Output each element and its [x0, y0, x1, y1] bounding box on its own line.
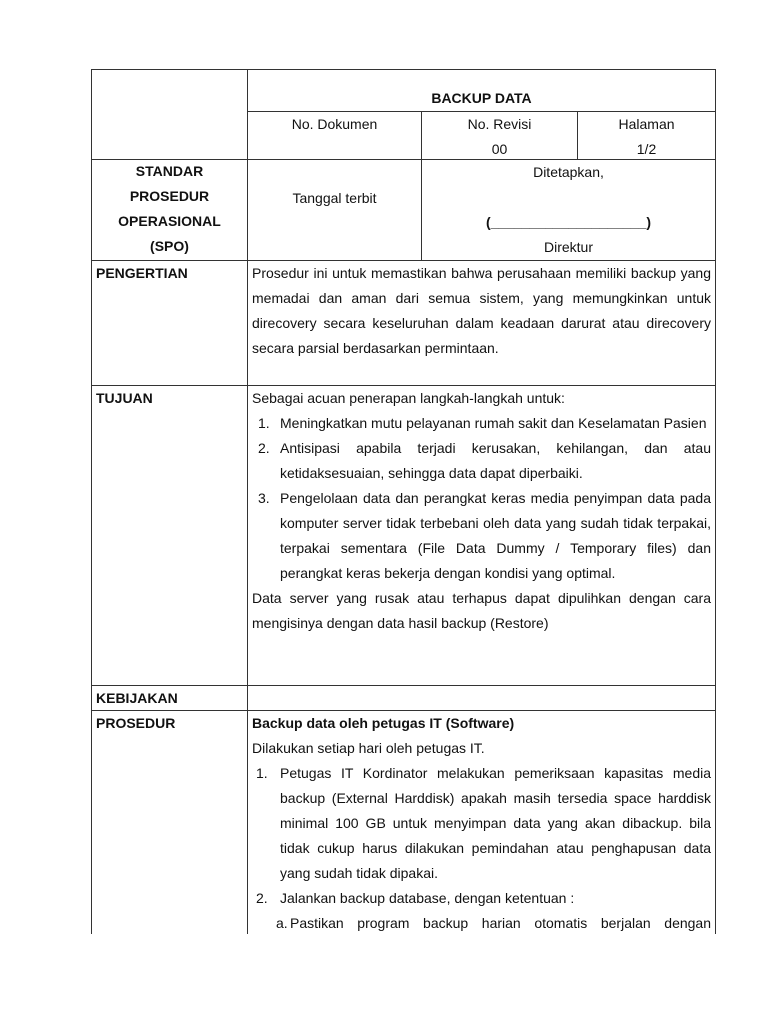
spo-line-3: OPERASIONAL	[118, 213, 221, 229]
pengertian-content	[247, 261, 715, 385]
list-number: 1.	[258, 415, 270, 431]
row-pengertian	[92, 260, 715, 385]
prosedur-content	[247, 711, 715, 934]
pengertian-text: Prosedur ini untuk memastikan bahwa perusahaan memiliki backup yang memadai dan aman dari semua sistem, yang memungkinkan untuk direcovery secara keseluruhan dalam keadaan darurat atau direcovery secara parsial berdasarkan permintaan.	[252, 265, 711, 356]
ditetapkan-label: Ditetapkan,	[533, 164, 604, 180]
document-header	[92, 70, 715, 260]
row-prosedur	[92, 710, 715, 934]
spo-line-1: STANDAR	[135, 163, 204, 179]
direktur-label: Direktur	[543, 239, 593, 255]
kebijakan-content	[247, 686, 715, 710]
ditetapkan-cell	[421, 159, 715, 260]
halaman-cell	[577, 111, 715, 159]
tujuan-closing: Data server yang rusak atau terhapus dapat dipulihkan dengan cara mengisinya dengan data hasil backup (Restore)	[252, 590, 711, 631]
spo-line-2: PROSEDUR	[129, 188, 210, 204]
list-text: Antisipasi apabila terjadi kerusakan, kehilangan, dan atau ketidaksesuaian, sehingga data dapat diperbaiki.	[280, 440, 711, 481]
halaman-label: Halaman	[618, 116, 675, 132]
prosedur-intro: Dilakukan setiap hari oleh petugas IT.	[252, 740, 485, 756]
list-item	[252, 486, 711, 586]
list-text: Jalankan backup database, dengan ketentuan :	[280, 890, 575, 906]
list-number: 2.	[258, 440, 270, 456]
spo-divider	[92, 159, 247, 160]
prosedur-label: PROSEDUR	[96, 715, 176, 731]
list-number: 1.	[256, 765, 268, 781]
tujuan-intro: Sebagai acuan penerapan langkah-langkah untuk:	[252, 390, 565, 406]
list-text: Meningkatkan mutu pelayanan rumah sakit dan Keselamatan Pasien	[280, 415, 707, 431]
sub-list-letter: a.	[276, 915, 288, 931]
list-number: 2.	[256, 890, 268, 906]
spo-line-4: (SPO)	[150, 238, 189, 254]
no-dokumen-cell	[247, 111, 421, 159]
spo-label-cell	[92, 70, 247, 260]
spo-document	[91, 69, 716, 934]
kebijakan-label: KEBIJAKAN	[96, 690, 178, 706]
no-revisi-label: No. Revisi	[467, 116, 532, 132]
list-text: Pengelolaan data dan perangkat keras media penyimpan data pada komputer server tidak terbebani oleh data yang sudah tidak terpakai, terpakai sementara (File Data Dummy / Temporary files) dan perangkat keras bekerja dengan kondisi yang optimal.	[280, 490, 711, 581]
row-kebijakan	[92, 685, 715, 710]
no-dokumen-label: No. Dokumen	[291, 116, 378, 132]
list-item	[252, 436, 711, 486]
list-item	[252, 411, 711, 436]
title-cell	[247, 70, 715, 111]
pengertian-label: PENGERTIAN	[96, 265, 188, 281]
prosedur-heading: Backup data oleh petugas IT (Software)	[252, 715, 515, 731]
document-title: BACKUP DATA	[431, 90, 532, 106]
signature-line: (____________________)	[485, 214, 652, 230]
halaman-value: 1/2	[636, 141, 657, 157]
list-item	[252, 761, 711, 886]
row-tujuan	[92, 385, 715, 685]
list-text: Petugas IT Kordinator melakukan pemeriksaan kapasitas media backup (External Harddisk) apakah masih tersedia space harddisk minimal 100 GB untuk menyimpan data yang akan dibackup. bila tidak cukup harus dilakukan pemindahan atau penghapusan data yang sudah tidak dipakai.	[280, 765, 711, 881]
list-item	[252, 886, 711, 911]
tanggal-terbit-label: Tanggal terbit	[292, 190, 377, 206]
no-revisi-cell	[421, 111, 577, 159]
sub-list-text: Pastikan program backup harian otomatis berjalan dengan	[290, 915, 711, 931]
list-number: 3.	[258, 490, 270, 506]
tujuan-content	[247, 386, 715, 685]
sub-list-item	[252, 911, 711, 934]
tanggal-terbit-cell	[247, 159, 421, 260]
no-revisi-value: 00	[491, 141, 508, 157]
tujuan-label: TUJUAN	[96, 390, 153, 406]
